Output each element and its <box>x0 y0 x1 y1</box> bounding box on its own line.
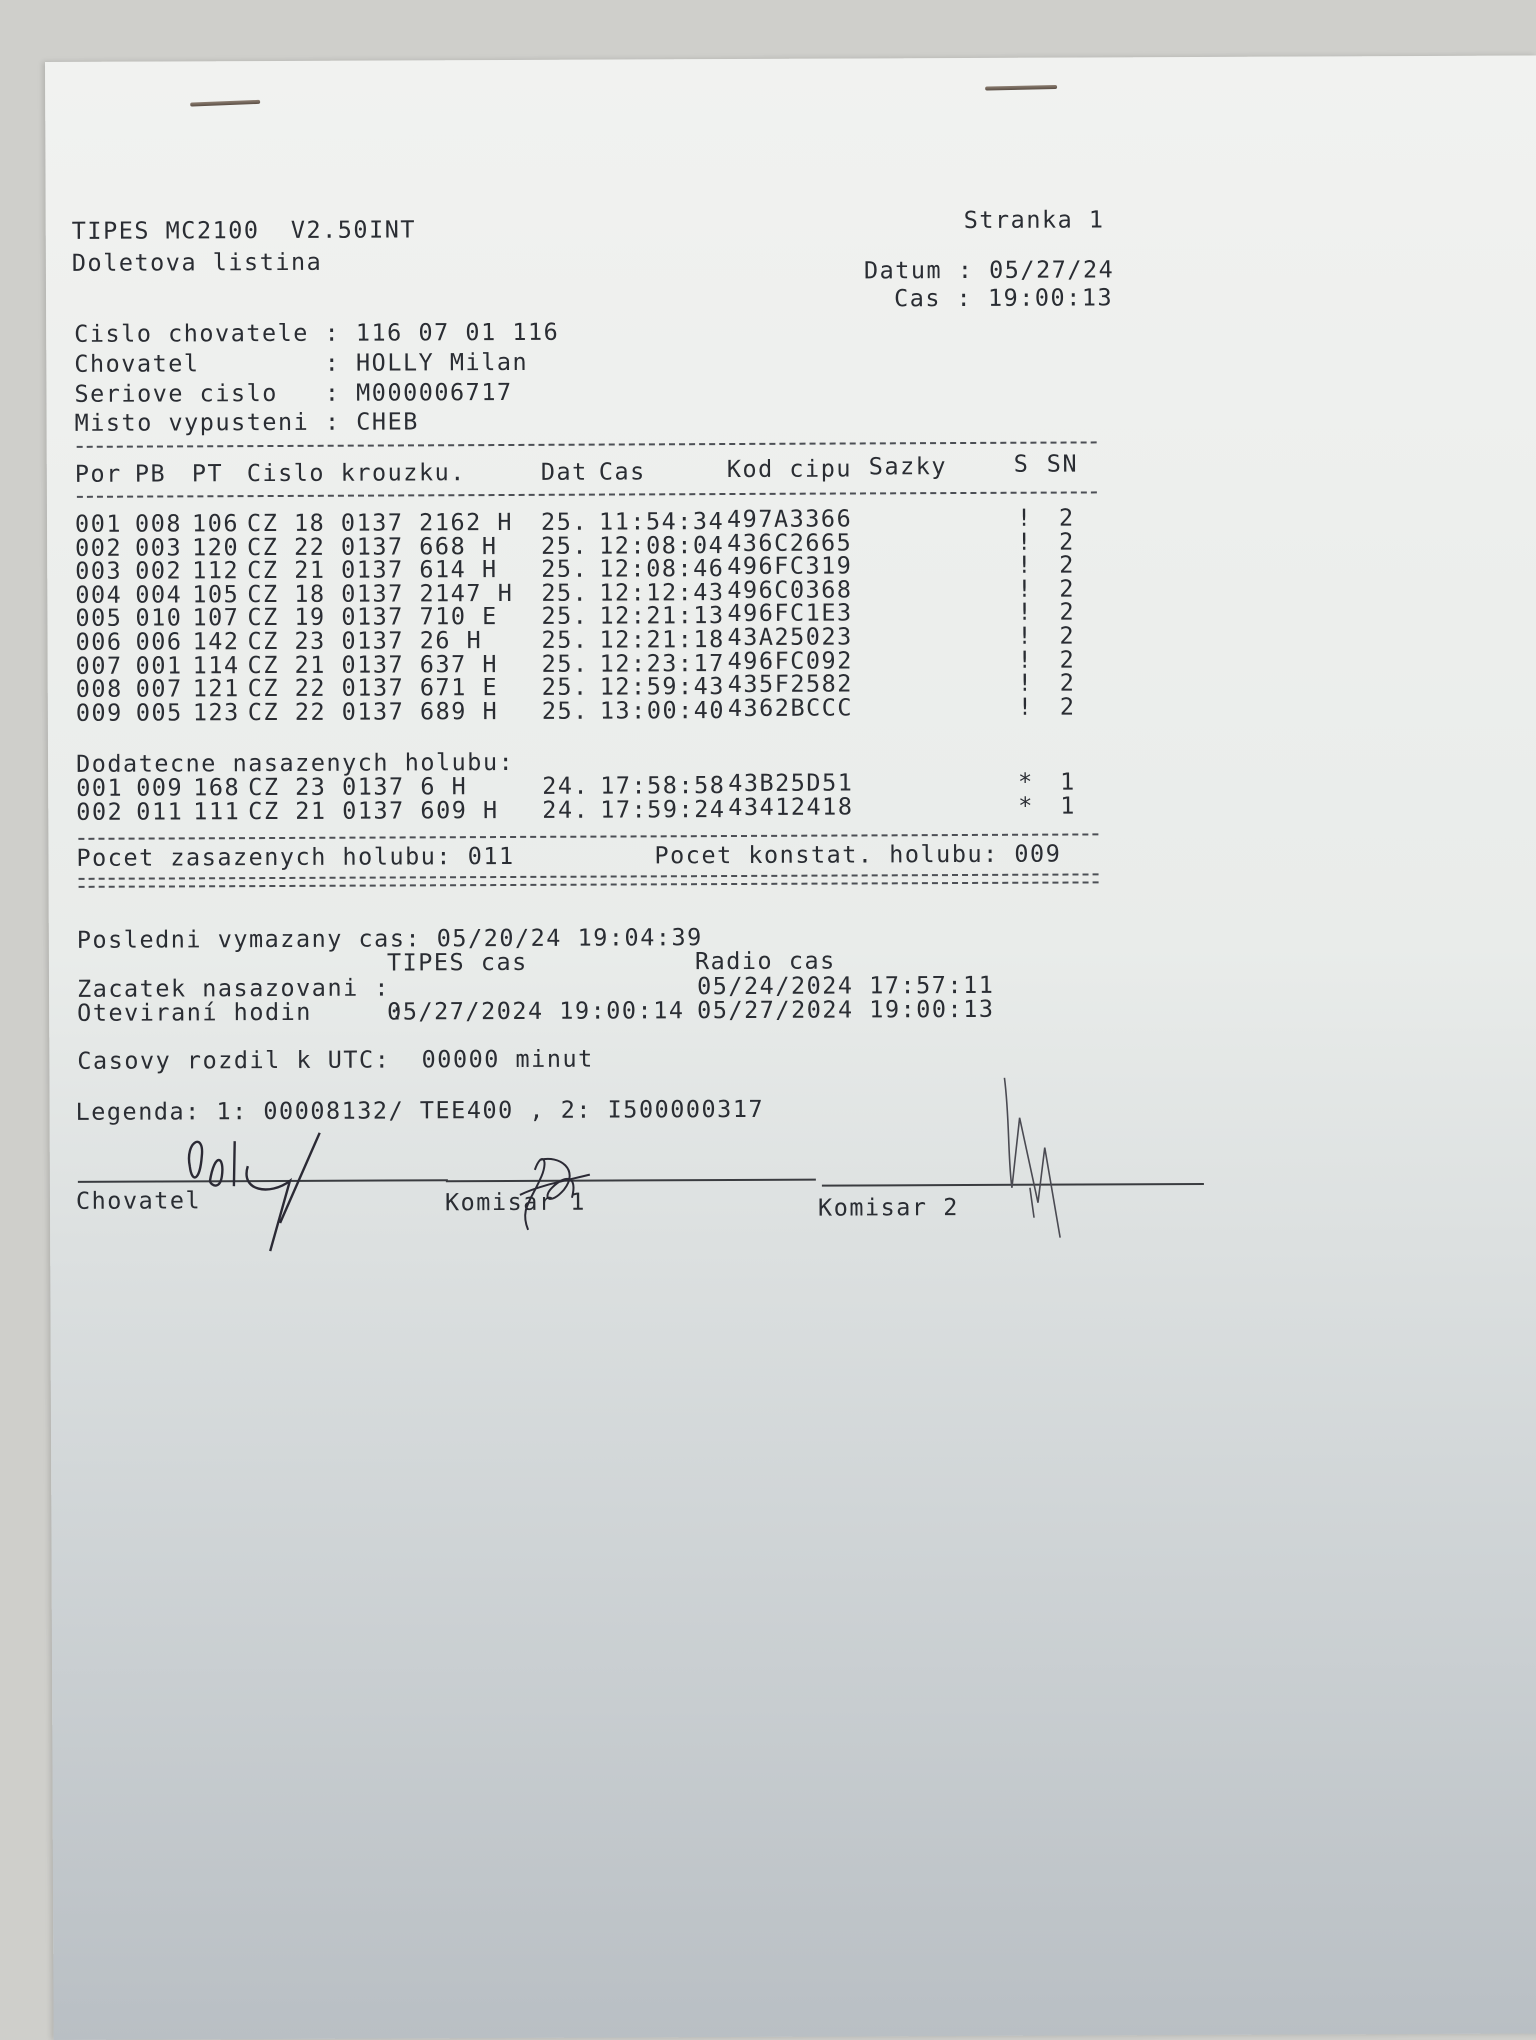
cell-day: 25. <box>541 554 589 584</box>
cell-pb: 009 <box>136 773 184 802</box>
cell-pb: 004 <box>135 580 183 609</box>
cell-sn: 1 <box>1060 767 1076 796</box>
cell-por: 007 <box>75 651 123 680</box>
col-header-cas: Cas <box>598 457 646 486</box>
cell-pt: 111 <box>193 797 241 826</box>
cell-pt: 142 <box>192 627 240 656</box>
cell-por: 003 <box>75 556 123 586</box>
cell-pt: 112 <box>192 556 240 585</box>
release-location: Misto vypusteni : CHEB <box>74 407 419 437</box>
cell-chip: 43412418 <box>728 792 854 822</box>
cell-sn: 2 <box>1059 621 1076 650</box>
cell-status: ! <box>1017 692 1034 721</box>
cell-por: 001 <box>74 509 123 538</box>
tipes-cas-label: TIPES cas <box>386 947 528 977</box>
signature-label-commissioner2: Komisar 2 <box>817 1193 959 1222</box>
cell-sn: 2 <box>1058 503 1075 532</box>
cell-time: 17:59:24 <box>600 795 726 824</box>
start-radio-time: 05/24/2024 17:57:11 <box>696 970 995 1001</box>
cell-sn: 2 <box>1059 668 1076 697</box>
divider-dashed <box>78 833 1098 839</box>
cell-day: 25. <box>541 625 589 654</box>
cell-ring: CZ 18 0137 2147 H <box>247 578 514 608</box>
commissioner1-signature <box>480 1140 600 1251</box>
cell-ring: CZ 22 0137 689 H <box>247 696 499 726</box>
legend-line: Legenda: 1: 00008132/ TEE400 , 2: I500000317 <box>75 1094 765 1126</box>
cell-pb: 011 <box>136 797 184 826</box>
cell-ring: CZ 22 0137 668 H <box>247 531 498 561</box>
cell-pb: 006 <box>135 627 183 656</box>
open-tipes-time: 05/27/2024 19:00:14 <box>387 996 685 1026</box>
cell-por: 001 <box>76 773 124 802</box>
cell-sn: 2 <box>1059 597 1076 626</box>
cell-ring: CZ 22 0137 671 E <box>247 673 499 703</box>
cell-day: 25. <box>541 649 589 678</box>
cell-day: 24. <box>542 795 590 824</box>
cell-time: 12:21:13 <box>599 601 725 630</box>
col-header-dat: Dat <box>540 457 588 486</box>
col-header-por: Por <box>74 459 122 488</box>
cell-por: 009 <box>75 698 123 727</box>
cell-chip: 4362BCCC <box>727 693 854 722</box>
cell-chip: 496C0368 <box>727 575 853 604</box>
col-header-pt: PT <box>191 459 224 488</box>
cell-pb: 001 <box>135 650 183 680</box>
cell-day: 25. <box>541 531 589 560</box>
document-title: Doletova listina <box>71 247 323 277</box>
cell-pt: 114 <box>192 650 240 679</box>
cell-pb: 003 <box>135 533 183 562</box>
cell-sn: 2 <box>1059 527 1075 556</box>
cell-chip: 496FC319 <box>727 551 853 581</box>
col-header-bets: Sazky <box>868 452 948 481</box>
col-header-s: S <box>1013 449 1030 478</box>
cell-day: 25. <box>541 696 589 725</box>
breeder-signature <box>130 1111 351 1252</box>
cell-por: 002 <box>76 797 124 826</box>
page-number: Stranka 1 <box>963 205 1105 234</box>
col-header-chip: Kod cipu <box>726 454 853 484</box>
col-header-sn: SN <box>1046 449 1079 478</box>
cell-por: 008 <box>75 674 123 704</box>
cell-time: 13:00:40 <box>599 695 726 725</box>
cell-time: 11:54:34 <box>598 507 725 536</box>
cell-day: 25. <box>540 507 589 536</box>
cell-status: ! <box>1017 621 1034 650</box>
utc-difference: Casovy rozdil k UTC: 00000 minut <box>77 1044 594 1075</box>
cell-chip: 43A25023 <box>727 622 853 652</box>
cell-time: 12:23:17 <box>599 648 725 678</box>
cell-pt: 106 <box>191 509 240 538</box>
cell-time: 12:08:04 <box>599 530 725 560</box>
cell-status: ! <box>1017 645 1034 674</box>
cell-status: ! <box>1017 574 1034 603</box>
cell-por: 004 <box>75 580 123 609</box>
cell-chip: 436C2665 <box>727 528 853 557</box>
col-header-ring: Cislo krouzku. <box>246 458 466 488</box>
signature-label-breeder: Chovatel <box>75 1186 202 1215</box>
cell-pb: 005 <box>135 698 183 727</box>
cell-pt: 168 <box>193 773 241 802</box>
signature-label-commissioner1: Komisar 1 <box>444 1187 586 1217</box>
paper-sheet <box>45 55 1536 2039</box>
cell-day: 25. <box>541 602 589 631</box>
divider-double <box>79 873 1099 887</box>
cell-ring: CZ 18 0137 2162 H <box>246 507 514 538</box>
cell-status: ! <box>1017 598 1034 627</box>
cell-chip: 43B25D51 <box>728 768 854 798</box>
cell-ring: CZ 19 0137 710 E <box>247 602 498 632</box>
cell-chip: 496FC1E3 <box>727 598 853 628</box>
cell-chip: 435F2582 <box>727 669 853 699</box>
cell-pb: 007 <box>135 674 183 703</box>
divider-dashed <box>77 441 1097 447</box>
system-version: TIPES MC2100 V2.50INT <box>71 215 417 245</box>
cell-status: * <box>1018 767 1034 796</box>
cell-pb: 002 <box>135 556 183 585</box>
radio-cas-label: Radio cas <box>694 946 836 976</box>
cell-day: 24. <box>542 771 590 800</box>
cell-status: * <box>1018 791 1034 820</box>
cell-ring: CZ 23 0137 26 H <box>247 626 483 656</box>
cell-time: 12:08:46 <box>599 554 725 583</box>
cell-status: ! <box>1017 668 1034 697</box>
cell-sn: 2 <box>1059 692 1076 721</box>
cell-chip: 497A3366 <box>726 504 853 534</box>
cell-time: 12:21:18 <box>599 625 725 654</box>
cell-status: ! <box>1017 550 1033 579</box>
cell-sn: 2 <box>1059 550 1075 579</box>
serial-number: Seriove cislo : M000006717 <box>74 377 513 408</box>
open-radio-time: 05/27/2024 19:00:13 <box>697 994 995 1025</box>
cell-por: 006 <box>75 627 123 656</box>
cell-sn: 1 <box>1060 791 1076 820</box>
col-header-pb: PB <box>134 459 167 488</box>
additional-heading: Dodatecne nasazenych holubu: <box>76 747 515 778</box>
start-label: Zacatek nasazovani : <box>76 973 391 1003</box>
cell-time: 12:59:43 <box>599 672 725 701</box>
open-label: Oteviraní hodin : <box>77 997 406 1027</box>
divider-dashed <box>77 491 1097 497</box>
cell-ring: CZ 23 0137 6 H <box>248 772 468 802</box>
cell-por: 005 <box>75 604 123 633</box>
cell-status: ! <box>1016 503 1033 532</box>
cell-pt: 123 <box>192 697 240 727</box>
total-recorded: Pocet konstat. holubu: 009 <box>654 839 1062 870</box>
cell-pb: 010 <box>135 603 183 633</box>
print-time: Cas : 19:00:13 <box>893 283 1114 313</box>
total-entered: Pocet zasazenych holubu: 011 <box>76 841 515 872</box>
print-date: Datum : 05/27/24 <box>863 255 1115 285</box>
cell-sn: 2 <box>1059 574 1076 603</box>
document-body <box>45 55 1536 2039</box>
cell-ring: CZ 21 0137 637 H <box>247 649 499 679</box>
cell-ring: CZ 21 0137 614 H <box>247 555 498 585</box>
breeder-number: Cislo chovatele : 116 07 01 116 <box>74 317 560 348</box>
breeder-name: Chovatel : HOLLY Milan <box>74 347 529 378</box>
cell-por: 002 <box>75 533 123 562</box>
cell-sn: 2 <box>1059 645 1076 674</box>
cell-time: 12:12:43 <box>599 577 725 607</box>
cell-day: 25. <box>541 672 589 702</box>
commissioner2-signature <box>989 1057 1110 1258</box>
cell-pt: 107 <box>192 603 240 632</box>
cell-ring: CZ 21 0137 609 H <box>248 796 499 826</box>
cell-day: 25. <box>541 578 589 607</box>
cell-status: ! <box>1017 527 1033 556</box>
cell-time: 17:58:58 <box>600 771 726 800</box>
cell-chip: 496FC092 <box>727 646 853 675</box>
cell-pt: 121 <box>192 674 240 703</box>
cell-pt: 120 <box>192 532 240 561</box>
last-erased-time: Posledni vymazany cas: 05/20/24 19:04:39 <box>76 923 703 954</box>
cell-pb: 008 <box>134 509 183 538</box>
cell-pt: 105 <box>192 579 240 609</box>
